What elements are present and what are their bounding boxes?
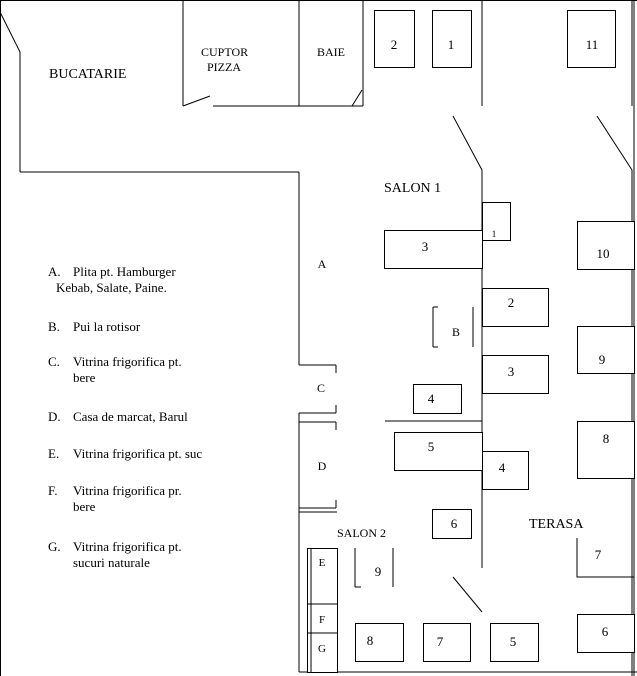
table-number: 1 — [447, 37, 455, 52]
legend-text — [73, 354, 253, 386]
table-rect — [578, 327, 635, 374]
table-number: 7 — [436, 634, 444, 649]
legend-text — [56, 264, 253, 296]
legend-text — [73, 446, 253, 462]
room-label-terrace: TERASA — [529, 517, 584, 532]
legend-letter: G. — [48, 539, 61, 554]
table-number: 5 — [509, 634, 517, 649]
room-label-bathroom: BAIE — [317, 45, 345, 59]
table-number: 4 — [427, 391, 435, 406]
table-rect — [483, 203, 511, 241]
legend-text-line: Pui la rotisor — [73, 319, 141, 334]
table-number: 8 — [366, 633, 374, 648]
table-number: 11 — [585, 37, 599, 52]
table-number: 6 — [450, 516, 458, 531]
station-marker-g: G — [318, 643, 326, 655]
legend-text-line: Vitrina frigorifica pt. suc — [73, 446, 203, 461]
legend-text — [73, 539, 253, 571]
room-label-pizza-oven-line1: CUPTOR — [201, 45, 249, 59]
legend-text-line: Vitrina frigorifica pt. — [73, 354, 182, 369]
table-rect — [424, 624, 471, 662]
room-label-salon2: SALON 2 — [337, 526, 387, 540]
station-marker-c: C — [316, 381, 326, 395]
station-marker-e: E — [318, 557, 326, 569]
table-number: 7 — [594, 547, 602, 562]
legend-letter: C. — [48, 354, 60, 369]
legend-letter: B. — [48, 319, 60, 334]
legend-letter: A. — [48, 264, 61, 279]
legend-text — [73, 409, 253, 425]
table-rect — [395, 433, 483, 471]
table-number: 10 — [596, 246, 610, 261]
table-number: 9 — [374, 564, 382, 579]
tables — [308, 11, 635, 673]
legend-letter: E. — [48, 446, 60, 461]
table-number: 8 — [602, 431, 610, 446]
station-marker-f: F — [318, 614, 326, 626]
legend-letter: F. — [48, 483, 58, 498]
table-number: 3 — [507, 364, 515, 379]
station-marker-b: B — [451, 325, 461, 339]
station-marker-d: D — [317, 459, 327, 473]
legend-text-line: Vitrina frigorifica pt. — [73, 539, 182, 554]
legend-text-line: Kebab, Salate, Paine. — [56, 280, 167, 295]
room-label-kitchen: BUCATARIE — [49, 67, 127, 82]
legend-text-line: Vitrina frigorifica pr. — [73, 483, 182, 498]
table-number: 3 — [421, 239, 429, 254]
table-number: 2 — [507, 295, 515, 310]
table-rect — [483, 452, 529, 490]
room-label-salon1: SALON 1 — [384, 181, 442, 196]
legend-text — [73, 319, 253, 335]
table-number: 9 — [598, 352, 606, 367]
station-marker-a: A — [317, 257, 327, 271]
table-number: 2 — [390, 37, 398, 52]
legend-text — [73, 483, 253, 515]
table-rect — [385, 231, 483, 269]
table-number: 4 — [498, 460, 506, 475]
table-rect — [483, 289, 549, 327]
table-rect — [356, 624, 404, 662]
table-number: 5 — [427, 439, 435, 454]
table-rect — [414, 385, 462, 414]
legend-text-line: Casa de marcat, Barul — [73, 409, 188, 424]
table-number: 6 — [601, 624, 609, 639]
table-number: 1 — [491, 229, 497, 239]
legend-text-line: Plita pt. Hamburger — [73, 264, 176, 279]
room-label-pizza-oven-line2: PIZZA — [207, 60, 241, 74]
legend-text-line: bere — [73, 499, 96, 514]
legend-text-line: bere — [73, 370, 96, 385]
table-rect — [483, 356, 549, 394]
legend-text-line: sucuri naturale — [73, 555, 150, 570]
legend-letter: D. — [48, 409, 61, 424]
